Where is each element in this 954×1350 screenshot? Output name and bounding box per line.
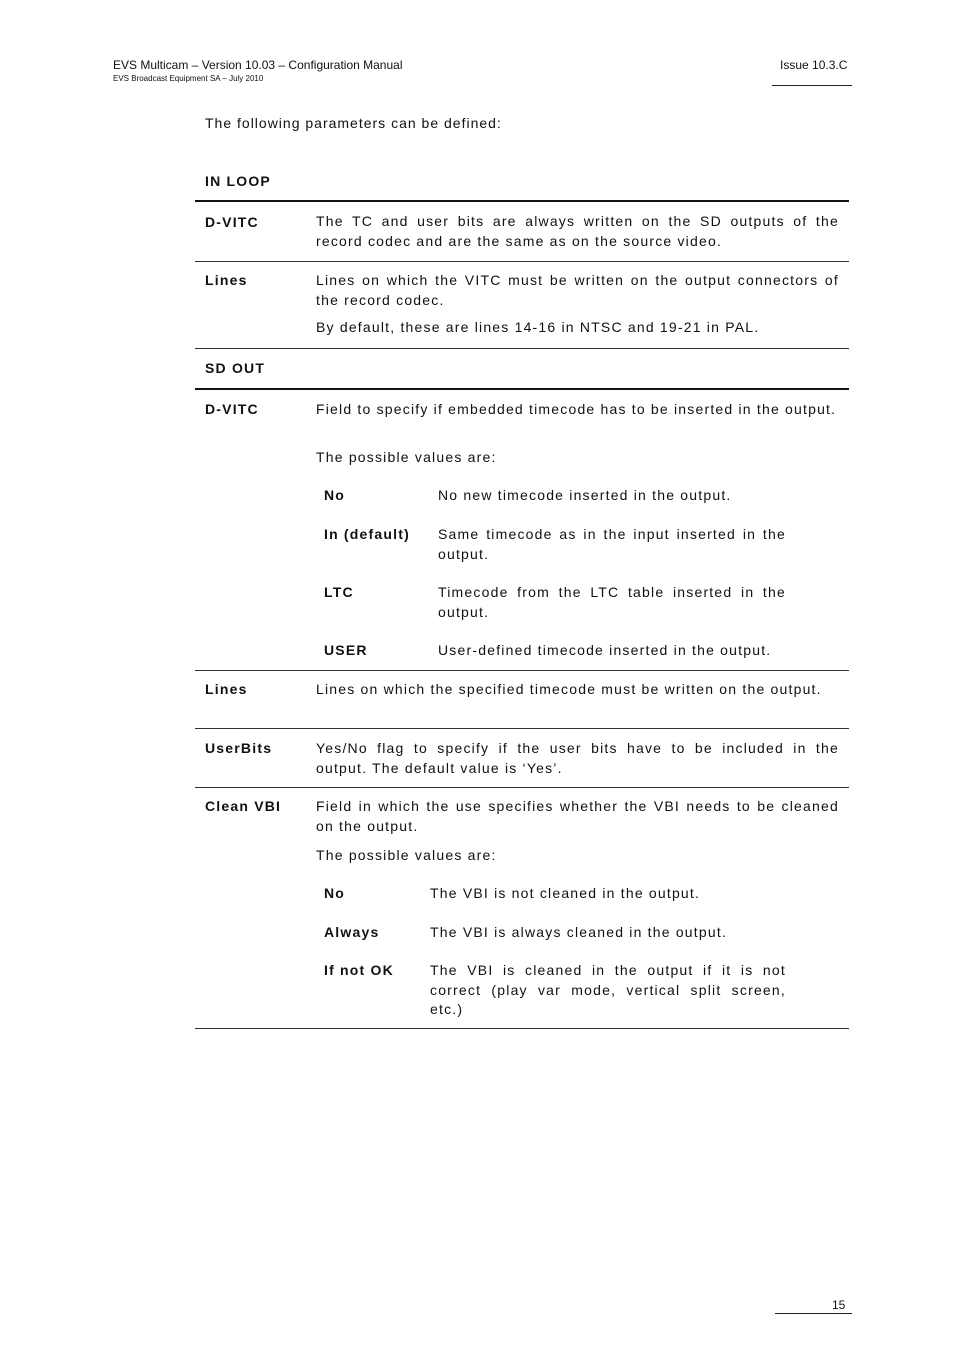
value-name: If not OK <box>324 962 394 978</box>
value-name: Always <box>324 924 380 940</box>
row-divider <box>195 787 849 788</box>
param-term: UserBits <box>205 740 273 756</box>
param-description: Field in which the use specifies whether the VBI needs to be cleaned on the output. <box>316 798 839 834</box>
value-description: The VBI is cleaned in the output if it is not correct (play var mode, vertical split screen, etc.) <box>430 962 786 1017</box>
row-divider <box>195 728 849 729</box>
section-heading-sd-out: SD OUT <box>205 360 266 376</box>
footer-rule <box>775 1313 852 1314</box>
value-description: The VBI is always cleaned in the output. <box>430 924 728 940</box>
param-description-note: By default, these are lines 14-16 in NTSC and 19-21 in PAL. <box>316 319 760 335</box>
param-term: D-VITC <box>205 214 259 230</box>
param-description: Lines on which the VITC must be written on the output connectors of the record codec. <box>316 272 839 308</box>
value-name: USER <box>324 642 368 658</box>
row-divider <box>195 261 849 262</box>
issue-label: Issue 10.3.C <box>780 58 848 72</box>
param-description: Lines on which the specified timecode must be written on the output. <box>316 681 822 697</box>
value-description: The VBI is not cleaned in the output. <box>430 885 701 901</box>
value-description: User-defined timecode inserted in the output. <box>438 642 772 658</box>
param-term: D-VITC <box>205 401 259 417</box>
param-term: Lines <box>205 681 248 697</box>
section-heading-in-loop: IN LOOP <box>205 173 271 189</box>
value-description: No new timecode inserted in the output. <box>438 487 732 503</box>
section-rule <box>195 200 849 202</box>
section-rule <box>195 388 849 390</box>
param-term: Clean VBI <box>205 798 282 814</box>
possible-values-label: The possible values are: <box>316 847 497 863</box>
document-title: EVS Multicam – Version 10.03 – Configuration Manual <box>113 58 403 72</box>
intro-text: The following parameters can be defined: <box>205 115 502 131</box>
value-name: No <box>324 487 346 503</box>
value-description: Same timecode as in the input inserted in the output. <box>438 526 786 562</box>
param-description: Field to specify if embedded timecode has to be inserted in the output. <box>316 401 837 417</box>
page-number: 15 <box>832 1298 846 1312</box>
value-name: No <box>324 885 346 901</box>
param-description: Yes/No flag to specify if the user bits have to be included in the output. The default value is ‘Yes’. <box>316 740 839 776</box>
value-description: Timecode from the LTC table inserted in the output. <box>438 584 786 620</box>
row-divider <box>195 670 849 671</box>
value-name: LTC <box>324 584 354 600</box>
value-name: In (default) <box>324 526 410 542</box>
row-divider <box>195 348 849 349</box>
publisher-line: EVS Broadcast Equipment SA – July 2010 <box>113 74 264 83</box>
possible-values-label: The possible values are: <box>316 449 497 465</box>
table-bottom-rule <box>195 1028 849 1029</box>
header-rule <box>772 85 852 86</box>
param-term: Lines <box>205 272 248 288</box>
param-description: The TC and user bits are always written on the SD outputs of the record codec and are the same as on the source video. <box>316 213 839 249</box>
